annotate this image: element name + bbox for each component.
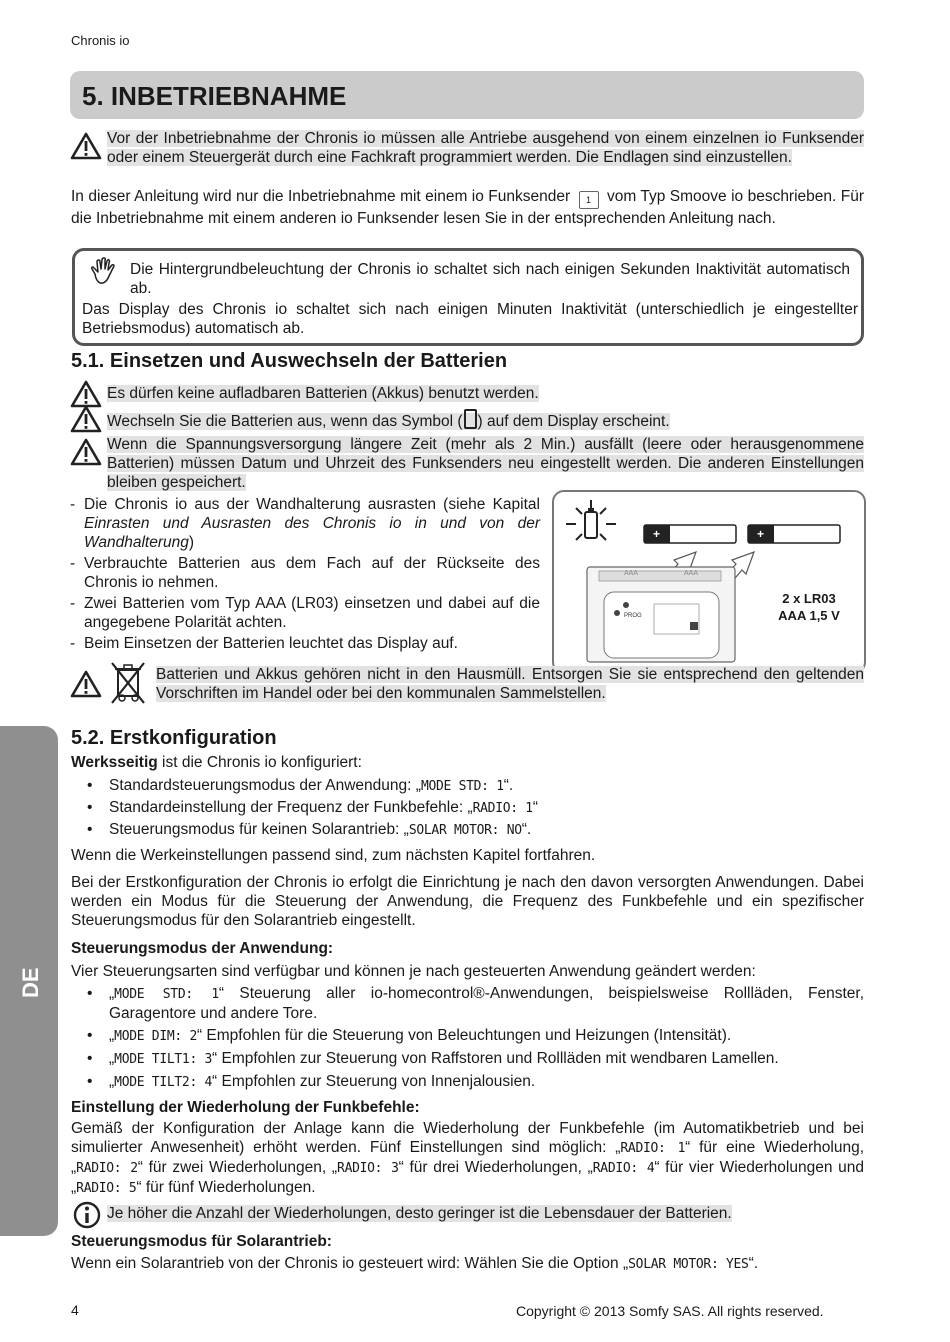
repeat-paragraph: Gemäß der Konfiguration der Anlage kann die Wiederholung der Funkbefehle (im Automatikbetrieb und bei simulierter Anwesenheit) erhöht werden. Fünf Einstellungen sind möglich: „RADIO: 1“ für eine Wiederholung, „RADIO: 2“ für zwei Wiederholungen, „RADIO: 3“ für drei Wiederholungen, „RADIO: 4“ für vier Wiederholungen und „RADIO: 5“ für fünf Wiederholungen.: [71, 1120, 864, 1196]
mode-item: • „MODE TILT2: 4“ Empfohlen zur Steuerung von Innenjalousien.: [87, 1073, 536, 1090]
header-product: Chronis io: [71, 33, 130, 48]
factory-intro: Werksseitig ist die Chronis io konfiguriert:: [71, 754, 362, 771]
mode-item: • „MODE DIM: 2“ Empfohlen für die Steuerung von Beleuchtungen und Heizungen (Intensität).: [87, 1027, 732, 1044]
copyright: Copyright © 2013 Somfy SAS. All rights reserved.: [516, 1303, 824, 1319]
default-setting-item: • Steuerungsmodus für keinen Solarantrieb: „SOLAR MOTOR: NO“.: [87, 821, 532, 838]
info-note: Je höher die Anzahl der Wiederholungen, desto geringer ist die Lebensdauer der Batterien.: [107, 1205, 732, 1222]
aaa-slot-label: AAA: [684, 570, 699, 577]
svg-text:+: +: [653, 527, 661, 541]
step-item: - Verbrauchte Batterien aus dem Fach auf der Rückseite des Chronis io nehmen.: [70, 555, 540, 591]
commissioning-warning: Vor der Inbetriebnahme der Chronis io müssen alle Antriebe ausgehend von einem einzelnen io Funksender oder einem Steuergerät durch eine Fachkraft programmiert werden. Die Endlagen sind einzustellen.: [107, 130, 864, 166]
step-item: - Beim Einsetzen der Batterien leuchtet das Display auf.: [70, 635, 458, 652]
solar-paragraph: Wenn ein Solarantrieb von der Chronis io gesteuert wird: Wählen Sie die Option „SOLAR MOTOR: YES“.: [71, 1255, 759, 1272]
step-item: - Zwei Batterien vom Typ AAA (LR03) einsetzen und dabei auf die angegebene Polarität achten.: [70, 595, 540, 631]
warning-power-loss: Wenn die Spannungsversorgung längere Zeit (mehr als 2 Min.) ausfällt (leere oder herausgenommene Batterien) müssen Datum und Uhrzeit des Funksenders neu eingestellt werden. Die anderen Einstellungen bleiben gespeichert.: [107, 436, 864, 491]
step-item: - Die Chronis io aus der Wandhalterung ausrasten (siehe Kapital Einrasten und Ausrasten des Chronis io in und von der Wandhalterung): [70, 496, 540, 551]
note-box: [72, 248, 864, 346]
mode-list: [87, 984, 864, 1092]
subsection-title-batteries: 5.1. Einsetzen und Auswechseln der Batterien: [71, 350, 508, 372]
light-burst-icon: [566, 500, 616, 540]
warning-icon: [70, 405, 102, 433]
hand-icon: [89, 257, 121, 292]
battery-steps: [70, 495, 540, 653]
solar-heading: Steuerungsmodus für Solarantrieb:: [71, 1233, 332, 1250]
battery-illustration: [554, 492, 864, 672]
warning-icon: [70, 670, 102, 698]
language-tab: [0, 726, 58, 1236]
page-number: 4: [71, 1302, 79, 1318]
remote-icon: 1: [579, 191, 599, 209]
note-backlight: Die Hintergrundbeleuchtung der Chronis io schaltet sich nach einigen Sekunden Inaktivität automatisch ab.: [130, 261, 850, 297]
subsection-title-config: 5.2. Erstkonfiguration: [71, 727, 277, 749]
disposal-warning: Batterien und Akkus gehören nicht in den Hausmüll. Entsorgen Sie sie entsprechend den geltenden Vorschriften im Handel oder bei den kommunalen Sammelstellen.: [156, 666, 864, 702]
mode-item: • „MODE TILT1: 3“ Empfohlen zur Steuerung von Raffstoren und Rollläden mit wendbaren Lamellen.: [87, 1050, 779, 1067]
warning-battery-symbol: Wechseln Sie die Batterien aus, wenn das Symbol ( ) auf dem Display erscheint.: [107, 409, 670, 431]
battery-icon: [464, 409, 477, 429]
intro-paragraph: In dieser Anleitung wird nur die Inbetriebnahme mit einem io Funksender 1 vom Typ Smoove io beschrieben. Für die Inbetriebnahme mit einem anderen io Funksender lesen Sie in der entsprechenden Anleitung nach.: [71, 188, 864, 227]
section-title: 5. INBETRIEBNAHME: [82, 81, 347, 111]
continue-text: Wenn die Werkeinstellungen passend sind, zum nächsten Kapitel fortfahren.: [71, 847, 596, 864]
warning-icon: [70, 438, 102, 466]
first-config-paragraph: Bei der Erstkonfiguration der Chronis io erfolgt die Einrichtung je nach den davon versorgten Anwendungen. Dabei werden ein Modus für die Steuerung der Anwendung, die Frequenz des Funkbefehle und ein spezifischer Steuerungsmodus für den Solarantrieb eingestellt.: [71, 874, 864, 929]
device-back: [587, 567, 735, 662]
mode-intro: Vier Steuerungsarten sind verfügbar und können je nach gesteuerten Anwendung geändert werden:: [71, 963, 756, 980]
prog-label: PROG: [624, 613, 642, 619]
battery-figure: [552, 490, 866, 674]
default-setting-item: • Standardeinstellung der Frequenz der Funkbefehle: „RADIO: 1“: [87, 799, 539, 816]
section-title-bar: [70, 71, 864, 119]
mode-item: • „MODE STD: 1“ Steuerung aller io-homecontrol®-Anwendungen, beispielsweise Rollläden, Fenster, Garagentore und andere Tore.: [87, 985, 864, 1022]
svg-text:+: +: [757, 527, 765, 541]
warning-no-rechargeable: Es dürfen keine aufladbaren Batterien (Akkus) benutzt werden.: [107, 385, 539, 402]
mode-heading: Steuerungsmodus der Anwendung:: [71, 940, 334, 957]
repeat-heading: Einstellung der Wiederholung der Funkbefehle:: [71, 1099, 420, 1116]
battery-pair: [644, 525, 840, 543]
language-label: DE: [18, 967, 43, 998]
warning-icon: [70, 132, 102, 160]
note-display: Das Display des Chronis io schaltet sich nach einigen Minuten Inaktivität (unterschiedlich je eingestellter Betriebsmodus) automatisch ab.: [82, 301, 858, 337]
info-icon: [73, 1201, 101, 1234]
default-setting-item: • Standardsteuerungsmodus der Anwendung: „MODE STD: 1“.: [87, 777, 514, 794]
warning-icon: [70, 380, 102, 408]
crossed-bin-icon: [108, 661, 148, 712]
default-settings-list: [87, 776, 864, 840]
battery-spec: 2 x LR03 AAA 1,5 V: [778, 591, 840, 623]
aaa-slot-label: AAA: [624, 570, 639, 577]
